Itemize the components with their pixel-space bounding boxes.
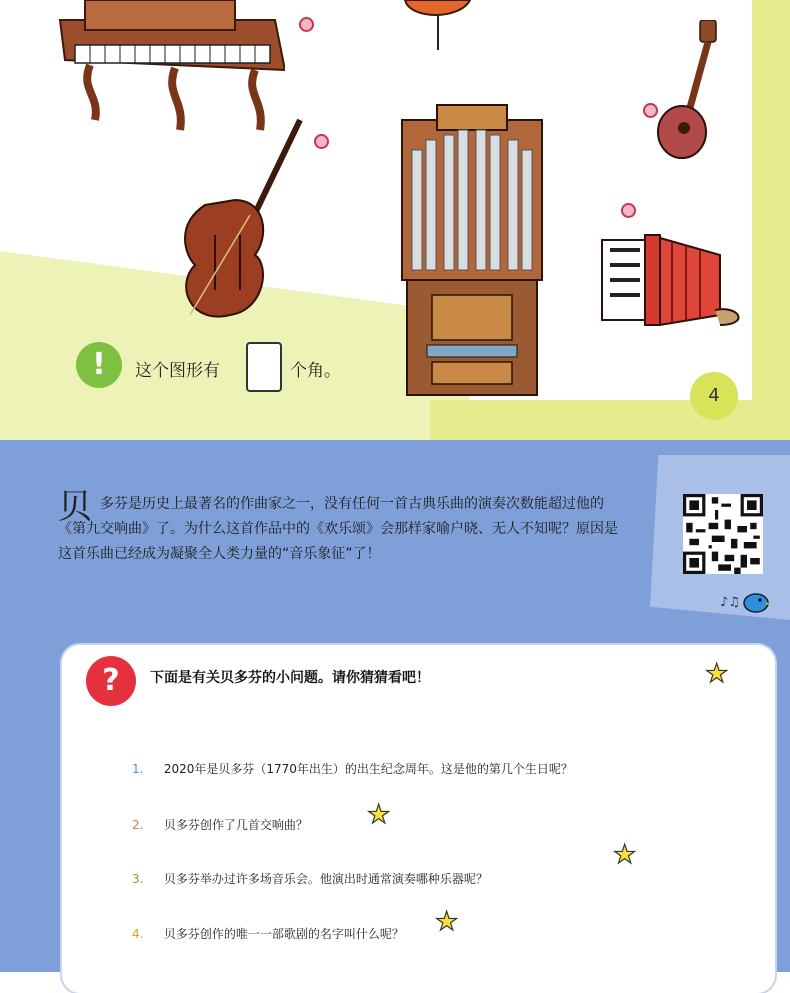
dot-marker — [643, 103, 658, 118]
star-icon: ★ — [705, 659, 729, 689]
quiz-question-1 — [132, 760, 573, 777]
drop-cap-character: 贝 — [58, 487, 92, 527]
music-bird-icon — [720, 588, 770, 620]
star-icon: ★ — [435, 907, 459, 937]
svg-text:♪♫: ♪♫ — [720, 595, 740, 610]
qr-code-icon[interactable] — [683, 494, 763, 574]
quiz-question-2 — [132, 816, 308, 833]
page-number-badge: 4 — [690, 372, 738, 420]
question-text-before: 这个图形有 — [135, 361, 220, 381]
question-number: 3. — [132, 872, 144, 886]
ukulele-icon — [650, 20, 730, 165]
star-icon: ★ — [613, 840, 637, 870]
star-icon: ★ — [367, 800, 391, 830]
answer-blank-box[interactable] — [246, 342, 282, 392]
question-text-after: 个角。 — [290, 361, 341, 381]
quiz-question-3 — [132, 870, 488, 887]
question-number: 4. — [132, 927, 144, 941]
double-bass-icon — [175, 115, 310, 325]
question-text: 2020年是贝多芬（1770年出生）的出生纪念周年。这是他的第几个生日呢？ — [163, 762, 573, 776]
exclamation-icon: ! — [76, 342, 122, 388]
quiz-title: 下面是有关贝多芬的小问题。请你猜猜看吧！ — [150, 670, 430, 686]
dot-marker — [314, 134, 329, 149]
question-number: 1. — [132, 762, 144, 776]
question-text: 贝多芬举办过许多场音乐会。他演出时通常演奏哪种乐器呢？ — [163, 872, 488, 886]
lime-band-bottom — [430, 400, 790, 440]
intro-paragraph: 多芬是历史上最著名的作曲家之一，没有任何一首古典乐曲的演奏次数能超过他的《第九交响曲》了。为什么这首作品中的《欢乐颂》会那样家喻户晓、无人不知呢？原因是这首乐曲已经成为凝聚全人类力量的“音乐象征”了！ — [58, 496, 618, 562]
quiz-question-4 — [132, 925, 404, 942]
cello-icon — [400, 0, 480, 55]
lime-band-right — [752, 0, 790, 440]
dot-marker — [621, 203, 636, 218]
dot-marker — [299, 17, 314, 32]
question-text: 贝多芬创作了几首交响曲？ — [163, 818, 308, 832]
accordion-icon — [600, 230, 750, 330]
organ-icon — [392, 100, 552, 400]
question-number: 2. — [132, 818, 144, 832]
question-text: 贝多芬创作的唯一一部歌剧的名字叫什么呢？ — [163, 927, 404, 941]
question-mark-icon: ? — [86, 656, 136, 706]
